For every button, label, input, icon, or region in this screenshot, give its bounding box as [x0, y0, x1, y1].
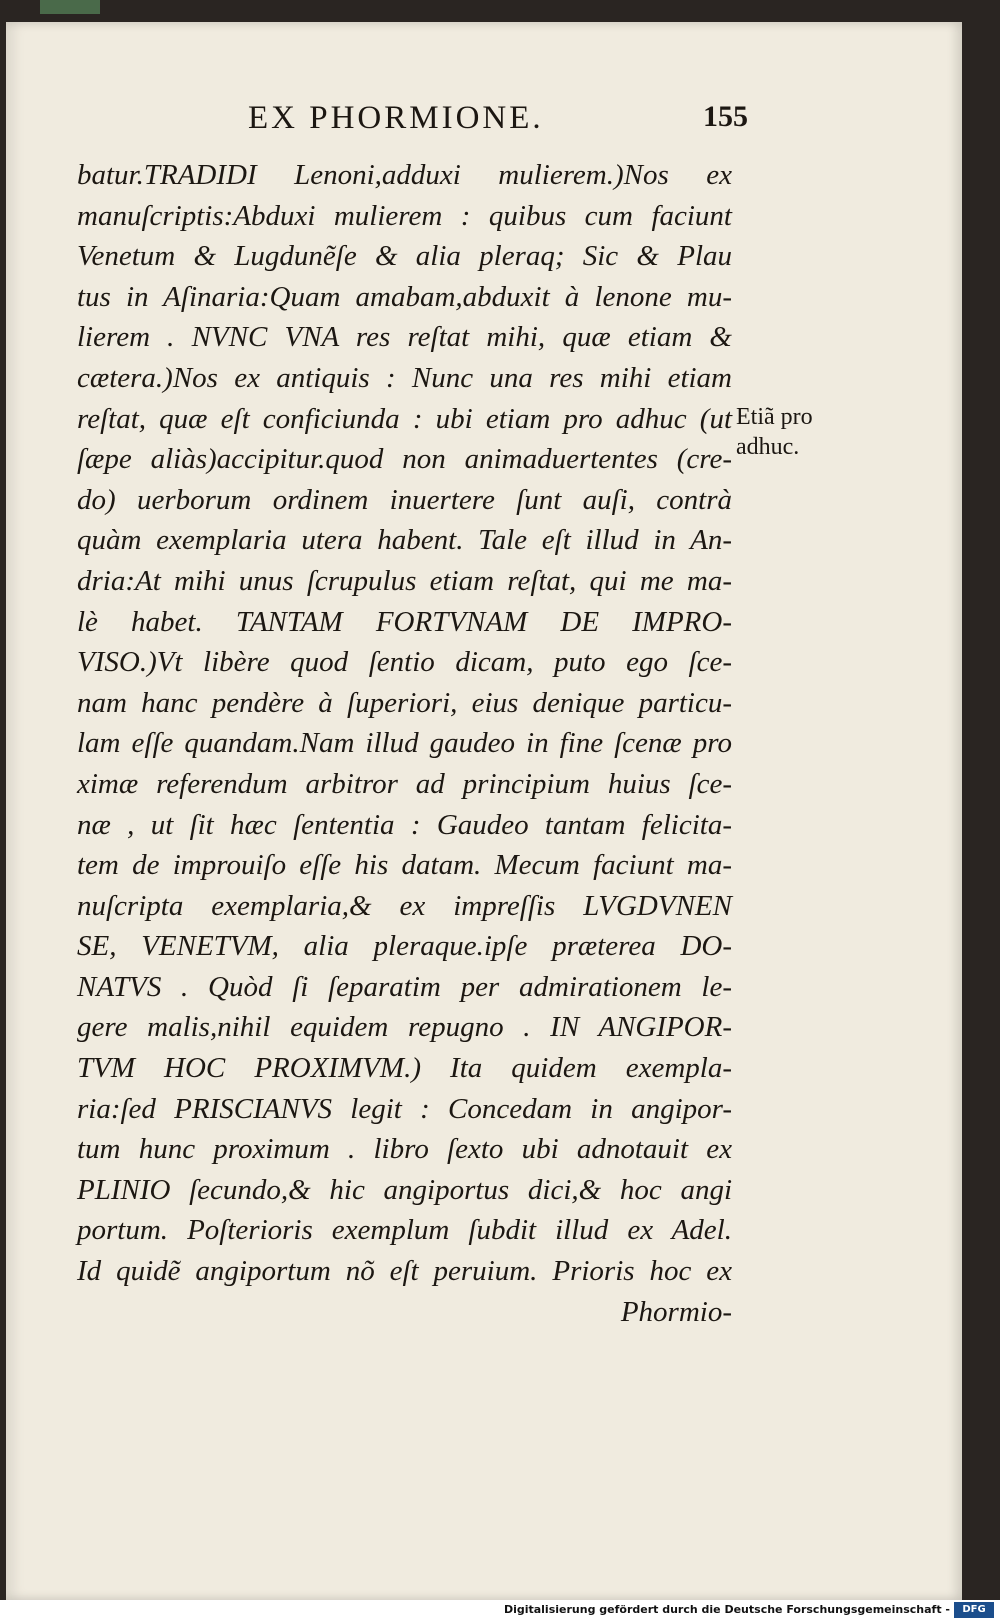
text-line: ria:ſed PRISCIANVS legit : Concedam in angipor- — [77, 1092, 732, 1125]
text-line: lam eſſe quandam.Nam illud gaudeo in fine ſcenæ pro — [77, 727, 732, 760]
text-line: reſtat, quæ eſt conficiunda : ubi etiam pro adhuc (ut — [77, 402, 732, 435]
page-number: 155 — [703, 100, 748, 133]
text-line: ximæ referendum arbitror ad principium huius ſce- — [77, 767, 732, 800]
marginal-note-line: adhuc. — [736, 434, 800, 460]
text-line: lè habet. TANTAM FORTVNAM DE IMPRO- — [77, 605, 732, 638]
text-line: lierem . NVNC VNA res reſtat mihi, quæ etiam & — [77, 321, 732, 354]
dfg-logo: DFG — [954, 1602, 994, 1618]
text-line: cætera.)Nos ex antiquis : Nunc una res mihi etiam — [77, 361, 732, 394]
text-line: tus in Aſinaria:Quam amabam,abduxit à lenone mu- — [77, 280, 732, 313]
text-line: do) uerborum ordinem inuertere ſunt auſi, contrà — [77, 483, 732, 516]
text-line: Id quidẽ angiportum nõ eſt peruium. Prioris hoc ex — [77, 1255, 732, 1288]
text-line: gere malis,nihil equidem repugno . IN ANGIPOR- — [77, 1011, 732, 1044]
text-line: dria:At mihi unus ſcrupulus etiam reſtat, qui me ma- — [77, 564, 732, 597]
text-line: nuſcripta exemplaria,& ex impreſſis LVGDVNEN — [77, 889, 732, 922]
text-line: VISO.)Vt libère quod ſentio dicam, puto ego ſce- — [77, 646, 732, 679]
text-line: nam hanc pendère à ſuperiori, eius denique particu- — [77, 686, 732, 719]
text-line: næ , ut ſit hæc ſententia : Gaudeo tantam felicita- — [77, 808, 732, 841]
marginal-note-line: Etiã pro — [736, 404, 813, 430]
text-line: portum. Poſterioris exemplum ſubdit illud ex Adel. — [77, 1214, 732, 1247]
running-title: EX PHORMIONE. — [248, 100, 544, 136]
marginal-note — [736, 402, 846, 462]
page-header — [248, 100, 748, 150]
text-line: SE, VENETVM, alia pleraque.ipſe præterea DO- — [77, 930, 732, 963]
text-line: Venetum & Lugdunẽſe & alia pleraq; Sic & Plau — [77, 240, 732, 273]
text-line: TVM HOC PROXIMVM.) Ita quidem exempla- — [77, 1052, 732, 1085]
text-line: tum hunc proximum . libro ſexto ubi adnotauit ex — [77, 1133, 732, 1166]
text-line: ſæpe aliàs)accipitur.quod non animaduertentes (cre- — [77, 443, 732, 476]
catchword: Phormio- — [620, 1295, 732, 1328]
text-line: PLINIO ſecundo,& hic angiportus dici,& hoc angi — [77, 1173, 732, 1206]
text-line: batur.TRADIDI Lenoni,adduxi mulierem.)Nos ex — [77, 159, 732, 191]
text-line: manuſcriptis:Abduxi mulierem : quibus cum faciunt — [77, 199, 732, 232]
funding-credit: Digitalisierung gefördert durch die Deutsche Forschungsgemeinschaft - — [503, 1603, 950, 1616]
digitization-footer — [0, 1600, 1000, 1623]
binding-tab — [40, 0, 100, 14]
text-line: NATVS . Quòd ſi ſeparatim per admirationem le- — [77, 970, 732, 1003]
text-line: quàm exemplaria utera habent. Tale eſt illud in An- — [77, 524, 732, 557]
text-line: tem de improuiſo eſſe his datam. Mecum faciunt ma- — [77, 849, 732, 882]
body-text — [77, 155, 732, 1332]
